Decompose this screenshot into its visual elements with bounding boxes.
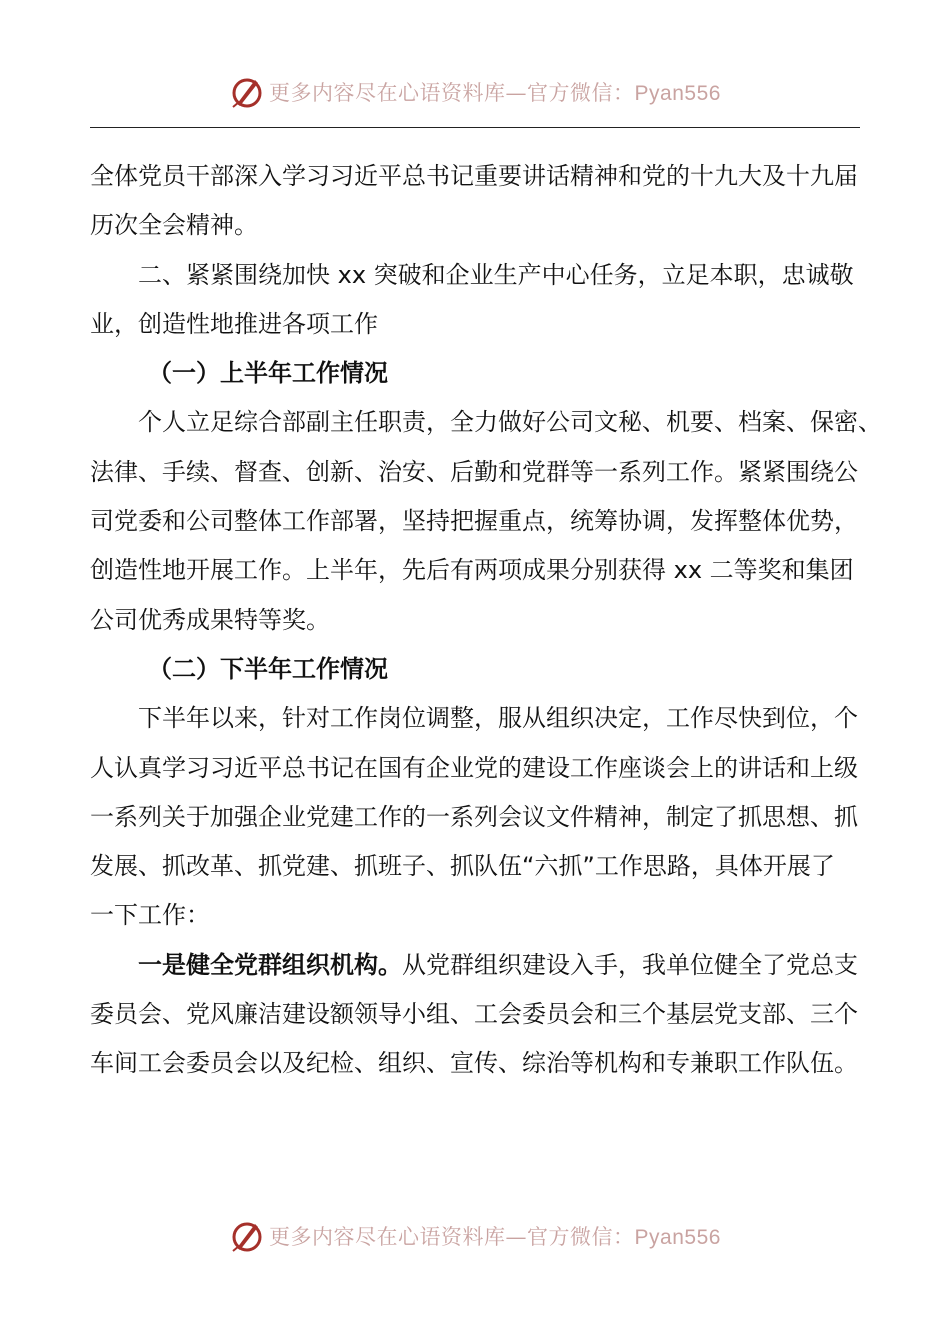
body-line: 一系列关于加强企业党建工作的一系列会议文件精神，制定了抓思想、抓: [90, 802, 858, 831]
footer-banner-text: 更多内容尽在心语资料库—官方微信：Pyan556: [269, 1225, 721, 1249]
body-line: 车间工会委员会以及纪检、组织、宣传、综治等机构和专兼职工作队伍。: [90, 1049, 858, 1078]
body-line: 创造性地开展工作。上半年，先后有两项成果分别获得 xx 二等奖和集团: [90, 556, 854, 585]
subheading-second-half: （二）下半年工作情况: [148, 654, 388, 683]
body-line: 一下工作：: [90, 901, 210, 930]
body-line: 发展、抓改革、抓党建、抓班子、抓队伍“六抓”工作思路，具体开展了: [90, 852, 835, 881]
footer-wechat-id: Pyan556: [634, 1226, 721, 1249]
body-line: 业，创造性地推进各项工作: [90, 309, 378, 338]
header-banner-text: 更多内容尽在心语资料库—官方微信：Pyan556: [269, 81, 721, 105]
body-line: 历次全会精神。: [90, 211, 258, 240]
pen-logo-icon: [229, 74, 265, 110]
subheading-first-half: （一）上半年工作情况: [148, 359, 388, 388]
body-line: 司党委和公司整体工作部署，坚持把握重点，统筹协调，发挥整体优势，: [90, 507, 858, 536]
body-line: 下半年以来，针对工作岗位调整，服从组织决定，工作尽快到位，个: [138, 704, 858, 733]
body-line: 公司优秀成果特等奖。: [90, 605, 330, 634]
body-line: 人认真学习习近平总书记在国有企业党的建设工作座谈会上的讲话和上级: [90, 753, 858, 782]
header-wechat-id: Pyan556: [634, 82, 721, 105]
item-one-line: [90, 941, 870, 990]
item-one-text: 从党群组织建设入手，我单位健全了党总支: [402, 950, 858, 979]
body-line: 委员会、党风廉洁建设额领导小组、工会委员会和三个基层党支部、三个: [90, 1000, 858, 1029]
body-line: 法律、手续、督查、创新、治安、后勤和党群等一系列工作。紧紧围绕公: [90, 457, 858, 486]
document-body: [90, 152, 882, 1089]
footer-banner: [0, 1216, 950, 1256]
body-line: 个人立足综合部副主任职责，全力做好公司文秘、机要、档案、保密、: [138, 408, 882, 437]
header-banner: [0, 72, 950, 112]
header-divider: [90, 127, 860, 128]
body-line: 全体党员干部深入学习习近平总书记重要讲话精神和党的十九大及十九届: [90, 162, 858, 190]
item-one-lead: 一是健全党群组织机构。: [138, 950, 402, 979]
section-two-title: 二、紧紧围绕加快 xx 突破和企业生产中心任务，立足本职，忠诚敬: [138, 260, 854, 289]
pen-logo-icon: [229, 1218, 265, 1254]
